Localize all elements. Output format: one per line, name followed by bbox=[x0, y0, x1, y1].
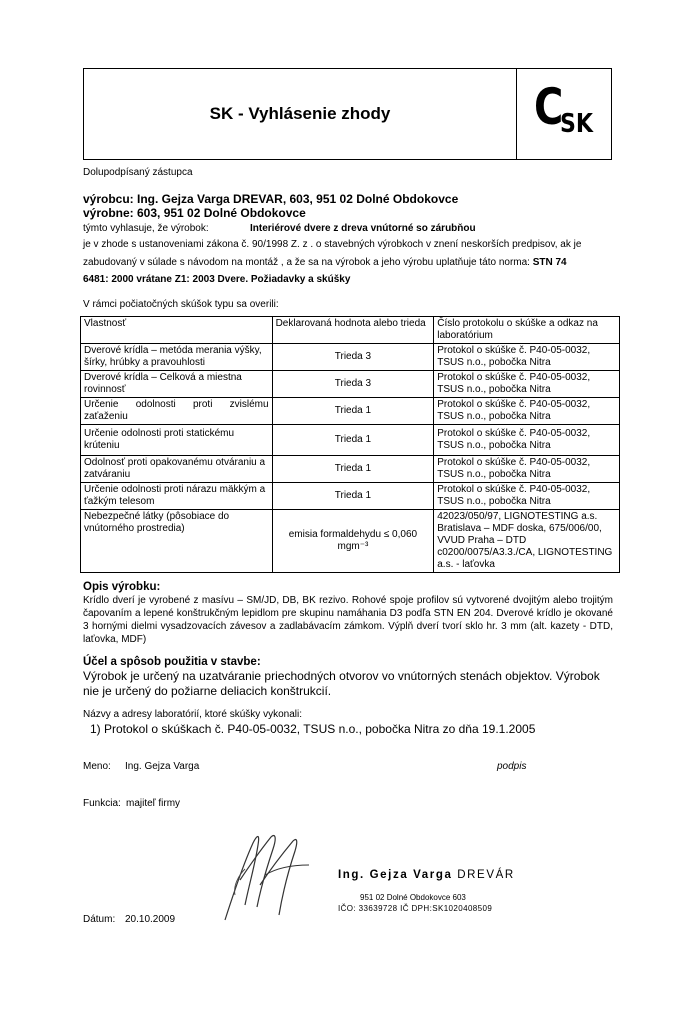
table-header-cell: Vlastnosť bbox=[81, 317, 273, 344]
labs-intro: Názvy a adresy laboratórií, ktoré skúšky vykonali: bbox=[83, 709, 302, 720]
value-cell: Trieda 3 bbox=[272, 344, 434, 371]
table-row bbox=[81, 456, 620, 483]
declares-label: týmto vyhlasuje, že výrobok: bbox=[83, 223, 209, 234]
table-row bbox=[81, 483, 620, 510]
document-title: SK - Vyhlásenie zhody bbox=[209, 104, 391, 123]
function-label: Funkcia: bbox=[83, 798, 121, 809]
conformity-line-3: 6481: 2000 vrátane Z1: 2003 Dvere. Požiadavky a skúšky bbox=[83, 274, 351, 285]
property-cell: Určenie odolnosti proti zvislému zaťaženiu bbox=[81, 398, 273, 425]
table-row bbox=[81, 371, 620, 398]
lab-item: 1) Protokol o skúškach č. P40-05-0032, TSUS n.o., pobočka Nitra zo dňa 19.1.2005 bbox=[90, 722, 536, 736]
property-cell: Odolnosť proti opakovanému otváraniu a zatváraniu bbox=[81, 456, 273, 483]
protocol-cell: Protokol o skúške č. P40-05-0032, TSUS n.o., pobočka Nitra bbox=[434, 398, 620, 425]
table-header-cell: Číslo protokolu o skúške a odkaz na laboratórium bbox=[434, 317, 620, 344]
stamp-ids: IČO: 33639728 IČ DPH:SK1020408509 bbox=[338, 904, 493, 913]
stamp-address: 951 02 Dolné Obdokovce 603 bbox=[360, 893, 466, 902]
protocol-cell: Protokol o skúške č. P40-05-0032, TSUS n.o., pobočka Nitra bbox=[434, 456, 620, 483]
table-row bbox=[81, 398, 620, 425]
value-cell: Trieda 1 bbox=[272, 483, 434, 510]
conformity-line-2-norm: STN 74 bbox=[532, 257, 567, 268]
company-stamp bbox=[338, 868, 515, 914]
intro-text: Dolupodpísaný zástupca bbox=[83, 167, 193, 178]
description-text: Krídlo dverí je vyrobené z masívu – SM/JD, DB, BK rezivo. Rohové spoje profilov sú vytvorené dvojitým alebo trojitým čapovaním a lepené konštrukčným lepidlom pre skupinu namáhania D3 podľa STN EN 204. Dverové krídlo je okované 3 hornými dielmi vysadzovacích závesov a zadlabávacím zámkom. Výplň dverí tvorí sklo hr. 3 mm (alt. kazety - DTD, laťovka, MDF) bbox=[83, 595, 613, 645]
header-divider bbox=[516, 69, 517, 159]
tests-table bbox=[80, 316, 620, 573]
protocol-cell: Protokol o skúške č. P40-05-0032, TSUS n.o., pobočka Nitra bbox=[434, 344, 620, 371]
usage-heading: Účel a spôsob použitia v stavbe: bbox=[83, 656, 261, 668]
table-header-cell: Deklarovaná hodnota alebo trieda bbox=[272, 317, 434, 344]
protocol-cell: Protokol o skúške č. P40-05-0032, TSUS n.o., pobočka Nitra bbox=[434, 483, 620, 510]
property-cell: Dverové krídla – Celková a miestna rovinnosť bbox=[81, 371, 273, 398]
conformity-line-2-text: zabudovaný v súlade s návodom na montáž , a že sa na výrobok a jeho výrobu uplatňuje táto norma: bbox=[83, 257, 533, 268]
conformity-line-1: je v zhode s ustanoveniami zákona č. 90/1998 Z. z . o stavebných výrobkoch v znení neskorších predpisov, ak je bbox=[83, 239, 582, 250]
logo-sk: SK bbox=[560, 109, 594, 139]
declaration-header bbox=[83, 68, 612, 160]
product-name: Interiérové dvere z dreva vnútorné so zárubňou bbox=[250, 223, 476, 234]
table-header-row bbox=[81, 317, 620, 344]
property-cell: Určenie odolnosti proti nárazu mäkkým a ťažkým telesom bbox=[81, 483, 273, 510]
description-heading: Opis výrobku: bbox=[83, 581, 161, 593]
protocol-cell: Protokol o skúške č. P40-05-0032, TSUS n.o., pobočka Nitra bbox=[434, 371, 620, 398]
protocol-cell: Protokol o skúške č. P40-05-0032, TSUS n.o., pobočka Nitra bbox=[434, 425, 620, 456]
logo-c: C bbox=[534, 78, 564, 136]
signature-label: podpis bbox=[497, 761, 527, 772]
protocol-cell: 42023/050/97, LIGNOTESTING a.s. Bratislava – MDF doska, 675/006/00, VVUD Praha – DTD c0200/0075/A3.3./CA, LIGNOTESTING a.s. - laťovka bbox=[434, 510, 620, 573]
table-row bbox=[81, 344, 620, 371]
stamp-owner: Ing. Gejza Varga bbox=[338, 869, 453, 881]
value-cell: Trieda 1 bbox=[272, 398, 434, 425]
plant-line: výrobne: 603, 951 02 Dolné Obdokovce bbox=[83, 206, 306, 220]
name-value: Ing. Gejza Varga bbox=[125, 761, 200, 772]
date-label: Dátum: bbox=[83, 914, 116, 925]
value-cell: Trieda 1 bbox=[272, 425, 434, 456]
name-label: Meno: bbox=[83, 761, 111, 772]
value-cell: Trieda 3 bbox=[272, 371, 434, 398]
table-row bbox=[81, 510, 620, 573]
stamp-company: DREVÁR bbox=[457, 869, 515, 881]
tests-intro: V rámci počiatočných skúšok typu sa overili: bbox=[83, 299, 279, 310]
conformity-line-2 bbox=[83, 256, 623, 269]
stamp-line-1 bbox=[338, 868, 515, 883]
table-row bbox=[81, 425, 620, 456]
csk-conformity-mark bbox=[534, 79, 594, 149]
property-cell: Dverové krídla – metóda merania výšky, šírky, hrúbky a pravouhlosti bbox=[81, 344, 273, 371]
property-cell: Nebezpečné látky (pôsobiace do vnútorného prostredia) bbox=[81, 510, 273, 573]
function-value: majiteľ firmy bbox=[126, 798, 181, 809]
value-cell: emisia formaldehydu ≤ 0,060 mgm⁻³ bbox=[272, 510, 434, 573]
date-value: 20.10.2009 bbox=[125, 914, 176, 925]
value-cell: Trieda 1 bbox=[272, 456, 434, 483]
property-cell: Určenie odolnosti proti statickému krúteniu bbox=[81, 425, 273, 456]
usage-text: Výrobok je určený na uzatváranie priechodných otvorov vo vnútorných stenách objektov. Výrobok nie je určený do požiarne deliacich konštrukcií. bbox=[83, 669, 600, 698]
handwritten-signature bbox=[205, 825, 325, 925]
producer-line: výrobcu: Ing. Gejza Varga DREVAR, 603, 951 02 Dolné Obdokovce bbox=[83, 192, 459, 206]
